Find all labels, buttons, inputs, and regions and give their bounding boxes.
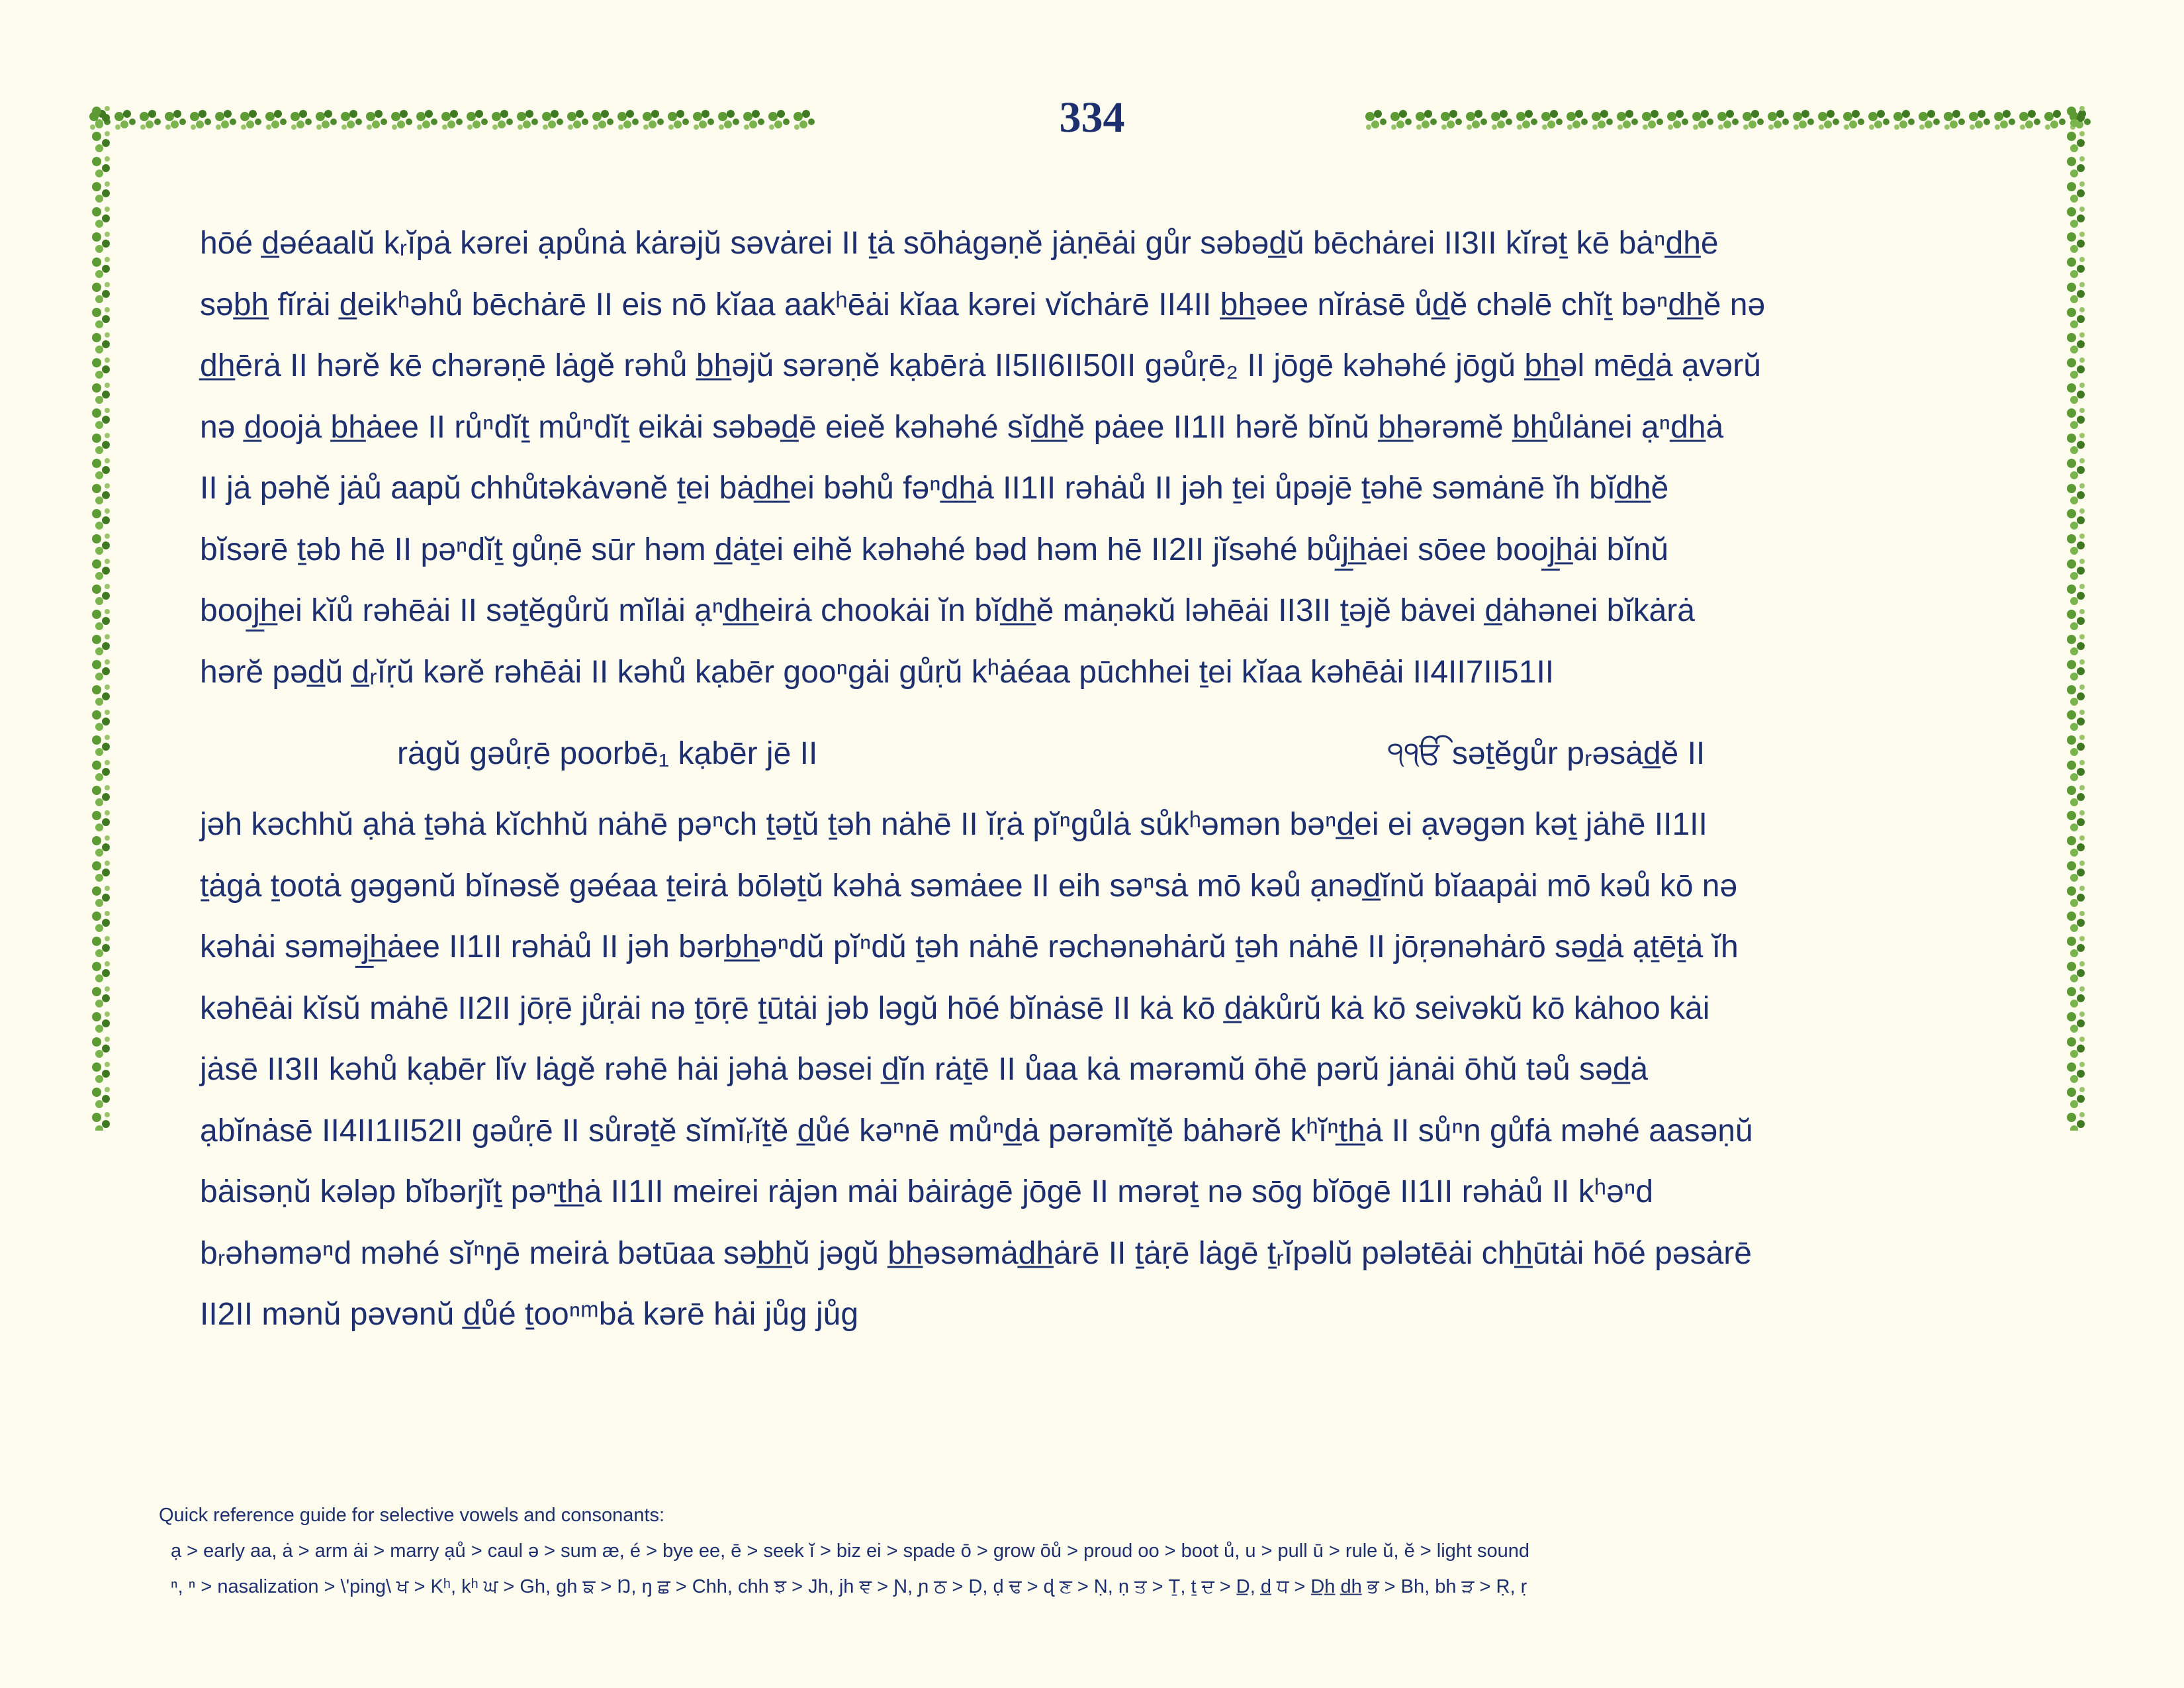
- verse-line: nə d̲oojȧ b̲h̲ȧee ІІ růⁿdĭṯ můⁿdĭṯ eikȧi səbəd̲ē eieĕ kəhəhé sĭd̲h̲ĕ pȧee ІІ1ІІ hərĕ bĭnŭ b̲h̲ərəmĕ b̲h̲ůlȧnei ạⁿd̲h̲ȧ: [200, 409, 1724, 445]
- raag-heading: rȧgŭ gəůṛē poorbē₁ kạbēr jē ІІ: [397, 736, 818, 771]
- verse-line: hōé d̲əéaalŭ kᵣĭpȧ kərei ạpůnȧ kȧrəjŭ səvȧrei ІІ ṯȧ sōhȧgəṇĕ jȧṇēȧi gůr səbəd̲ŭ bēchȧrei ІІ3ІІ kĭrəṯ kē bȧⁿd̲h̲ē: [200, 226, 1719, 261]
- verse-line: bᵣəhəməⁿd məhé sĭⁿŋē meirȧ bətūaa səb̲h̲ŭ jəgŭ b̲h̲əsəmȧd̲h̲ȧrē ІІ ṯȧṛē lȧgē ṯᵣĭpəlŭ pələtēȧi chh̲ūtȧi hōé pəsȧrē: [200, 1235, 1752, 1271]
- pronunciation-legend: [159, 1497, 2078, 1605]
- legend-title: Quick reference guide for selective vowels and consonants:: [159, 1505, 665, 1526]
- verse-line: jəh kəchhŭ ạhȧ ṯəhȧ kĭchhŭ nȧhē pəⁿch ṯəṯŭ ṯəh nȧhē ІІ ĭṛȧ pĭⁿgůlȧ sůkʰəmən bəⁿd̲ei ei ạvəgən kəṯ jȧhē ІІ1ІІ: [200, 807, 1707, 842]
- vine-border-left: [87, 105, 116, 1131]
- verse-block-2: [200, 794, 1987, 1346]
- verse-line: d̲h̲ērȧ ІІ hərĕ kē chərəṇē lȧgĕ rəhů b̲h̲əjŭ sərəṇĕ kạbērȧ ІІ5ІІ6ІІ50ІІ gəůṛē₂ ІІ jōgē kəhəhé jōgŭ b̲h̲əl mēd̲ȧ ạvərŭ: [200, 348, 1761, 383]
- verse-line: kəhēȧi kĭsŭ mȧhē ІІ2ІІ jōṛē jůṛȧi nə ṯōṛē ṯūtȧi jəb ləgŭ hōé bĭnȧsē ІІ kȧ kō d̲ȧkůrŭ kȧ kō seivəkŭ kō kȧhoo kȧi: [200, 990, 1710, 1026]
- page-number: 334: [1059, 93, 1125, 142]
- verse-line: bȧisəṇŭ kələp bĭbərjĭṯ pəⁿt̲h̲ȧ ІІ1ІІ meirei rȧjən mȧi bȧirȧgē jōgē ІІ mərəṯ nə sōg bĭōgē ІІ1ІІ rəhȧů ІІ kʰəⁿd: [200, 1174, 1654, 1209]
- vine-border-top-left: [87, 105, 815, 138]
- verse-line: ṯȧgȧ ṯootȧ gəgənŭ bĭnəsĕ gəéaa ṯeirȧ bōləṯŭ kəhȧ səmȧee ІІ eih səⁿsȧ mō kəů ạnəd̲ĭnŭ bĭaapȧi mō kəů kō nə: [200, 868, 1738, 904]
- verse-block-1: [200, 213, 1987, 703]
- legend-vowels: ạ > early aa, ȧ > arm ȧi > marry ạů > caul ə > sum æ, é > bye ee, ē > seek ĭ > biz ei > spade ō > grow ōů > proud oo > boot ů, u > pull ū > rule ŭ, ĕ > light sound: [171, 1540, 1530, 1562]
- verse-line: bĭsərē ṯəb hē ІІ pəⁿdĭṯ gůṇē sūr həm d̲ȧṯei eihĕ kəhəhé bəd həm hē ІІ2ІІ jĭsəhé bůj̲h̲ȧei sōee booj̲h̲ȧi bĭnŭ: [200, 532, 1669, 567]
- verse-line: kəhȧi səməj̲h̲ȧee ІІ1ІІ rəhȧů ІІ jəh bərb̲h̲əⁿdŭ pĭⁿdŭ ṯəh nȧhē rəchənəhȧrŭ ṯəh nȧhē ІІ jōṛənəhȧrō səd̲ȧ ạṯēṯȧ ĭh: [200, 929, 1739, 964]
- verse-line: booj̲h̲ei kĭů rəhēȧi ІІ səṯĕgůrŭ mĭlȧi ạⁿd̲h̲eirȧ chookȧi ĭn bĭd̲h̲ĕ mȧṇəkŭ ləhēȧi ІІ3ІІ ṯəjĕ bȧvei d̲ȧhənei bĭkȧrȧ: [200, 593, 1695, 628]
- vine-border-top-right: [1363, 105, 2091, 138]
- verse-line: ІІ jȧ pəhĕ jȧů aapŭ chhůtəkȧvənĕ ṯei bȧd̲h̲ei bəhů fəⁿd̲h̲ȧ ІІ1ІІ rəhȧů ІІ jəh ṯei ůpəjē ṯəhē səmȧnē ĭh bĭd̲h̲ĕ: [200, 471, 1669, 506]
- legend-consonants: ⁿ, ⁿ > nasalization > \'ping\ ਖ > Kʰ, kʰ ਘ > Gh, gh ਙ > Ŋ, ŋ ਛ > Chh, chh ਝ > Jh, jh ਞ > Ɲ, ɲ ਠ > Ḍ, ḍ ਢ > ɖ ਣ > Ṇ, ṇ ਤ > Ṯ, ṯ ਦ > D̲, d̲ ਧ > D̲h̲ d̲h̲ ਭ > Bh, bh ੜ > Ṛ, ṛ: [171, 1576, 1527, 1597]
- verse-line: səb̲h̲ fĭrȧi d̲eikʰəhů bēchȧrē ІІ eis nō kĭaa aakʰēȧi kĭaa kərei vĭchȧrē ІІ4ІІ b̲h̲əee nĭrȧsē ůd̲ĕ chəlē chĭṯ bəⁿd̲h̲ĕ nə: [200, 287, 1766, 322]
- vine-border-right: [2062, 105, 2091, 1131]
- verse-line: ạbĭnȧsē ІІ4ІІ1ІІ52ІІ gəůṛē ІІ sůrəṯĕ sĭmĭᵣĭṯĕ d̲ůé kəⁿnē můⁿd̲ȧ pərəmĭṯĕ bȧhərĕ kʰĭⁿt̲h̲ȧ ІІ sůⁿn gůfȧ məhé aasəṇŭ: [200, 1113, 1753, 1149]
- verse-line: ІІ2ІІ mənŭ pəvənŭ d̲ůé ṯooⁿᵐbȧ kərē hȧi jůg jůg: [200, 1297, 859, 1332]
- verse-line: jȧsē ІІ3ІІ kəhů kạbēr lĭv lȧgĕ rəhē hȧi jəhȧ bəsei d̲ĭn rȧṯē ІІ ůaa kȧ mərəmŭ ōhē pərŭ jȧnȧi ōhŭ təů səd̲ȧ: [200, 1052, 1649, 1087]
- invocation-heading: ੧ੴ səṯĕgůr pᵣəsȧd̲ĕ ІІ: [1387, 736, 1706, 771]
- verse-line: hərĕ pəd̲ŭ d̲ᵣĭṛŭ kərĕ rəhēȧi ІІ kəhů kạbēr gooⁿgȧi gůṛŭ kʰȧéaa pūchhei ṯei kĭaa kəhēȧi ІІ4ІІ7ІІ51ІІ: [200, 654, 1555, 690]
